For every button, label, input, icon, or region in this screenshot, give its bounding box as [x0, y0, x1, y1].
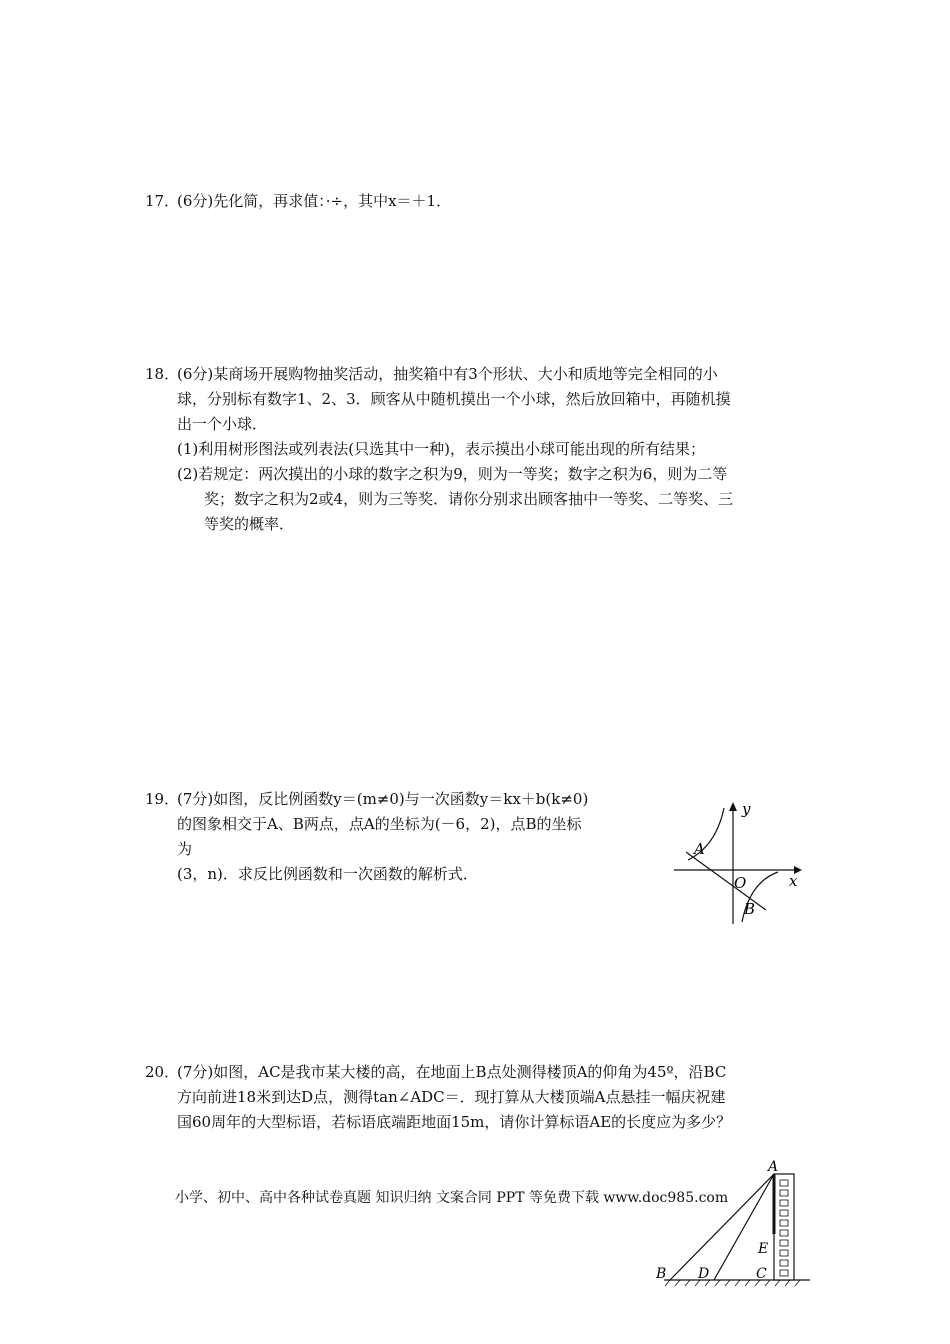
footer-ad-text: 小学、初中、高中各种试卷真题 知识归纳 文案合同 PPT 等免费下载 www.doc985.com: [175, 1190, 729, 1206]
q20-building-figure: [650, 1156, 815, 1288]
subquestion-2: (2)若规定：两次摸出的小球的数字之积为9，则为一等奖；数字之积为6，则为二等: [177, 465, 728, 483]
question-line: 为: [177, 840, 193, 858]
label-b: B: [656, 1266, 667, 1282]
question-line: (3，n)．求反比例函数和一次函数的解析式．: [177, 865, 478, 883]
origin-label: O: [734, 874, 747, 892]
question-line: 方向前进18米到达D点，测得tan∠ADC＝．现打算从大楼顶端A点悬挂一幅庆祝建: [177, 1088, 726, 1106]
question-number: 19．: [145, 790, 180, 808]
question-number: 17．: [145, 192, 180, 210]
label-e: E: [758, 1241, 769, 1257]
question-20: [145, 1060, 726, 1085]
y-axis-arrow: [729, 802, 737, 811]
question-line: 球，分别标有数字1、2、3．顾客从中随机摸出一个小球，然后放回箱中，再随机摸: [177, 390, 731, 408]
x-axis-label: x: [789, 872, 798, 890]
question-18: [145, 362, 718, 387]
subquestion-1: (1)利用树形图法或列表法(只选其中一种)，表示摸出小球可能出现的所有结果；: [177, 440, 705, 458]
question-number: 20．: [145, 1063, 180, 1081]
label-a: A: [768, 1159, 779, 1175]
question-line: (6分)某商场开展购物抽奖活动，抽奖箱中有3个形状、大小和质地等完全相同的小: [177, 365, 718, 383]
label-d: D: [698, 1266, 710, 1282]
point-b-label: B: [744, 900, 756, 918]
question-line: (7分)如图，反比例函数y＝(m≠0)与一次函数y＝kx＋b(k≠0): [177, 790, 589, 808]
point-a-label: A: [694, 840, 705, 858]
ground-hatching: [665, 1280, 800, 1286]
question-text: (6分)先化简，再求值：·÷，其中x＝＋1．: [177, 192, 452, 210]
question-17: [145, 189, 451, 214]
subquestion-line: 等奖的概率．: [204, 515, 295, 533]
question-19: [145, 787, 588, 812]
subquestion-line: 奖；数字之积为2或4，则为三等奖．请你分别求出顾客抽中一等奖、二等奖、三: [204, 490, 734, 508]
question-line: 国60周年的大型标语，若标语底端距地面15m，请你计算标语AE的长度应为多少？: [177, 1113, 732, 1131]
y-axis-label: y: [742, 800, 751, 818]
q19-graph-figure: [668, 796, 808, 931]
question-line: 出一个小球．: [177, 415, 268, 433]
label-c: C: [756, 1266, 767, 1282]
question-number: 18．: [145, 365, 180, 383]
question-line: (7分)如图，AC是我市某大楼的高，在地面上B点处测得楼顶A的仰角为45º，沿BC: [177, 1063, 727, 1081]
question-line: 的图象相交于A、B两点，点A的坐标为(－6，2)，点B的坐标: [177, 815, 582, 833]
